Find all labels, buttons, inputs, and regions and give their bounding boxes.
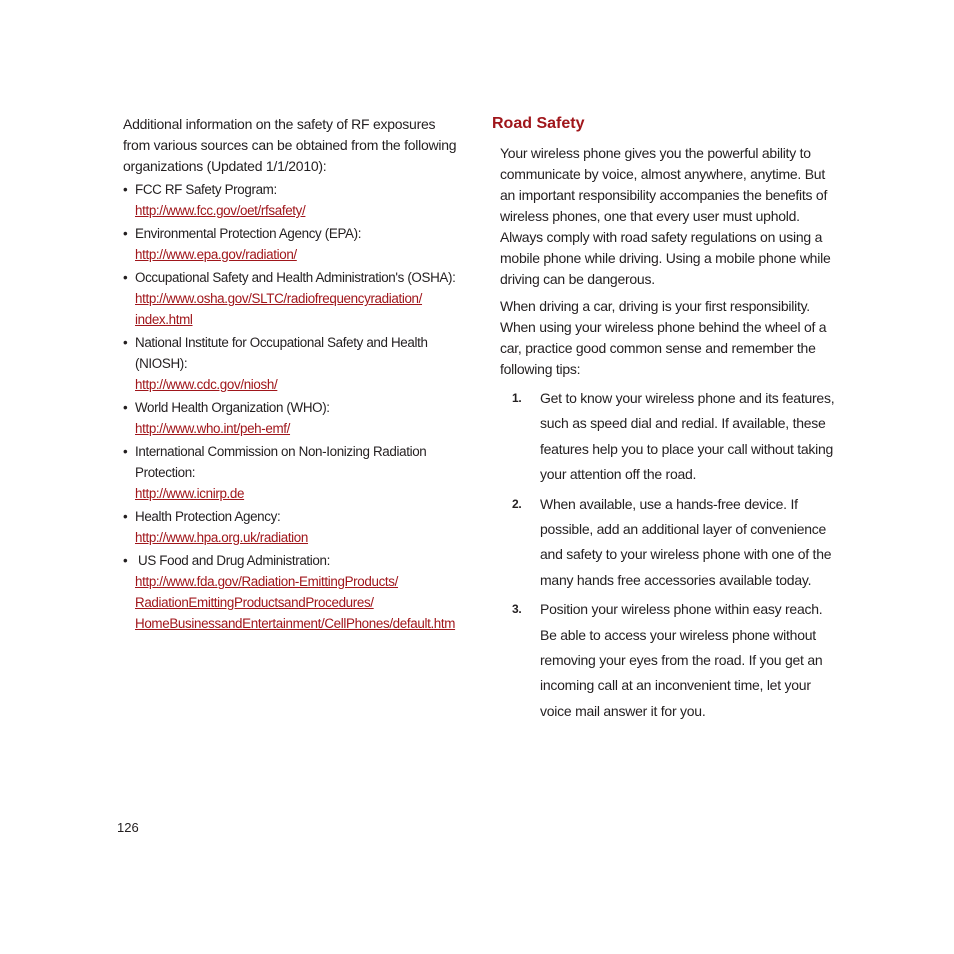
tips-list (492, 386, 837, 724)
bullet: • (123, 444, 128, 459)
left-column (123, 114, 463, 636)
org-item-fcc (123, 179, 463, 221)
org-link[interactable]: http://www.hpa.org.uk/radiation (135, 530, 309, 545)
tip-number: 1. (512, 391, 522, 405)
section-heading: Road Safety (492, 115, 585, 132)
bullet: • (123, 400, 128, 415)
org-link-continued[interactable]: RadiationEmittingProductsandProcedures/ (135, 595, 374, 610)
org-link[interactable]: http://www.fda.gov/Radiation-EmittingProducts/ (135, 574, 399, 589)
bullet: • (123, 335, 128, 350)
bullet: • (123, 509, 128, 524)
org-name: World Health Organization (WHO): (135, 400, 330, 415)
page-number: 126 (117, 820, 139, 835)
bullet: • (123, 226, 128, 241)
org-link[interactable]: http://www.osha.gov/SLTC/radiofrequencyradiation/ (135, 291, 423, 306)
org-link[interactable]: http://www.who.int/peh-emf/ (135, 421, 291, 436)
org-name: Health Protection Agency: (135, 509, 281, 524)
org-link[interactable]: http://www.epa.gov/radiation/ (135, 247, 297, 262)
org-link[interactable]: http://www.icnirp.de (135, 486, 245, 501)
bullet: • (123, 182, 128, 197)
tip-number: 3. (512, 602, 522, 617)
org-link[interactable]: http://www.fcc.gov/oet/rfsafety/ (135, 203, 306, 218)
body-paragraph: When driving a car, driving is your first responsibility. When using your wireless phone behind the wheel of a car, practice good common sense and remember the following tips: (500, 298, 827, 377)
bullet: • (123, 553, 128, 568)
org-item-hpa (123, 506, 463, 548)
tip-item (492, 492, 837, 594)
org-name: National Institute for Occupational Safety and Health (135, 335, 428, 350)
org-link[interactable]: http://www.cdc.gov/niosh/ (135, 377, 278, 392)
org-item-icnirp (123, 441, 463, 504)
bullet: • (123, 270, 128, 285)
org-item-osha (123, 267, 463, 330)
org-name: Occupational Safety and Health Administration's (OSHA): (135, 270, 456, 285)
org-item-epa (123, 223, 463, 265)
tip-number: 2. (512, 496, 522, 511)
org-name-continued: Protection: (135, 465, 196, 480)
org-item-who (123, 397, 463, 439)
tip-text: Get to know your wireless phone and its features, such as speed dial and redial. If available, these features help you to place your call without taking your attention off the road. (540, 390, 835, 483)
tip-text: When available, use a hands-free device. If possible, add an additional layer of convenience and safety to your wireless phone with one of the many hands free accessories available today. (540, 495, 832, 588)
tip-item (492, 386, 837, 488)
body-paragraph: Your wireless phone gives you the powerful ability to communicate by voice, almost anywhere, anytime. But an important responsibility accompanies the benefits of wireless phones, one that every user must uphold. Always comply with road safety regulations on using a mobile phone while driving. Using a mobile phone while driving can be dangerous. (500, 145, 831, 287)
org-name: FCC RF Safety Program: (135, 182, 277, 197)
org-item-niosh (123, 332, 463, 395)
org-name-continued: (NIOSH): (135, 356, 188, 371)
org-link-continued[interactable]: index.html (135, 312, 193, 327)
tip-item (492, 597, 837, 724)
org-item-fda (123, 550, 463, 634)
org-name: Environmental Protection Agency (EPA): (135, 226, 362, 241)
right-column (492, 114, 837, 728)
intro-paragraph: Additional information on the safety of RF exposures from various sources can be obtained from the following organizations (Updated 1/1/2010): (123, 116, 457, 174)
org-name: US Food and Drug Administration: (138, 553, 330, 568)
org-link-continued[interactable]: HomeBusinessandEntertainment/CellPhones/default.htm (135, 616, 456, 631)
tip-text: Position your wireless phone within easy reach. Be able to access your wireless phone without removing your eyes from the road. If you get an incoming call at an inconvenient time, let your voice mail answer it for you. (540, 601, 823, 719)
org-name: International Commission on Non-Ionizing Radiation (135, 444, 427, 459)
